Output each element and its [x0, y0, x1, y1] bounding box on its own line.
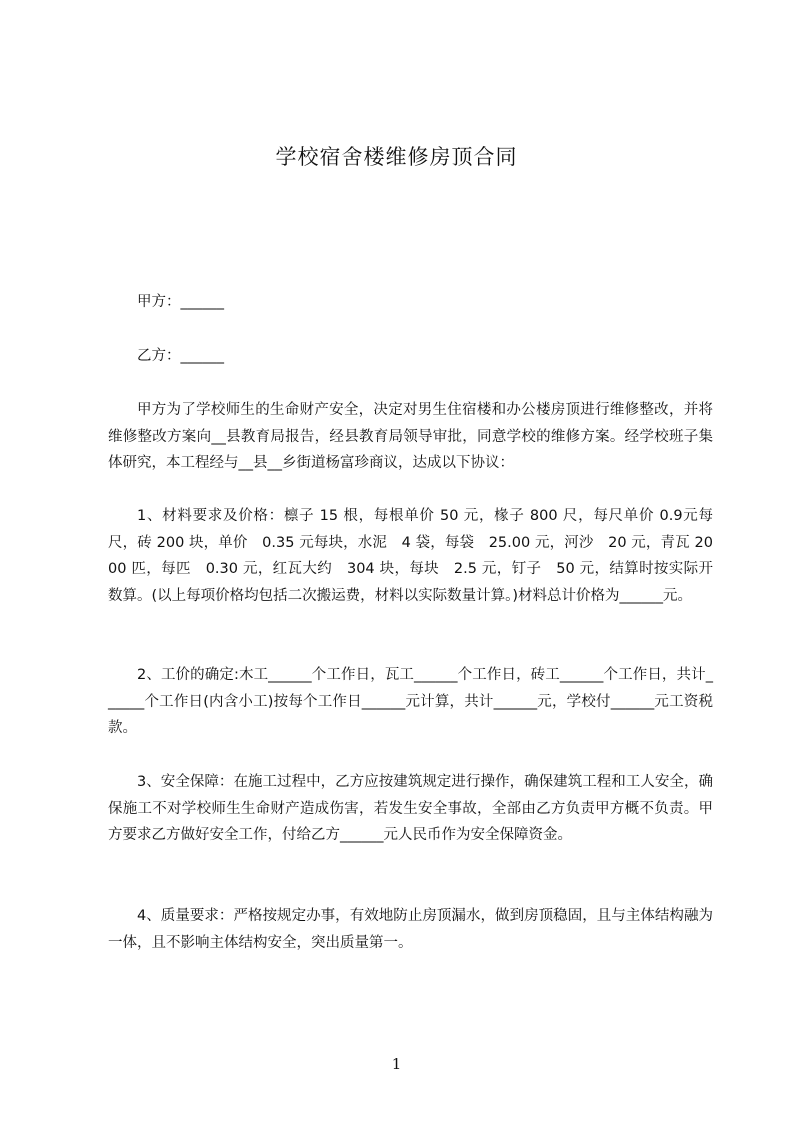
party-a-line: 甲方：______	[137, 294, 224, 310]
intro-paragraph: 甲方为了学校师生的生命财产安全，决定对男生住宿楼和办公楼房顶进行维修整改，并将维修整改方案向__县教育局报告，经县教育局领导审批，同意学校的维修方案。经学校班子集体研究，本工程经与__县__乡街道杨富珍商议，达成以下协议：	[108, 402, 713, 471]
clause-materials: 1、材料要求及价格：檩子 15 根，每根单价 50 元，椽子 800 尺，每尺单价 0.9元每尺，砖 200 块，单价 0.35 元每块，水泥 4 袋，每袋 25.00 元，河沙 20 元，青瓦 2000 匹，每匹 0.30 元，红瓦大约 304 块，每块 2.5 元，钉子 50 元，结算时按实际开数算。(以上每项价格均包括二次搬运费，材料以实际数量计算。)材料总计价格为______元。	[108, 508, 713, 604]
party-b-line: 乙方：______	[137, 348, 224, 364]
clause-labor-cost: 2、工价的确定:木工______个工作日，瓦工______个工作日，砖工______个工作日，共计______个工作日(内含小工)按每个工作日______元计算，共计______元，学校付______元工资税款。	[108, 667, 713, 736]
clause-quality: 4、质量要求：严格按规定办事，有效地防止房顶漏水，做到房顶稳固，且与主体结构融为一体，且不影响主体结构安全，突出质量第一。	[108, 908, 713, 951]
document-title: 学校宿舍楼维修房顶合同	[275, 145, 518, 169]
page-number: 1	[391, 1055, 402, 1073]
clause-safety: 3、安全保障：在施工过程中，乙方应按建筑规定进行操作，确保建筑工程和工人安全，确保施工不对学校师生生命财产造成伤害，若发生安全事故，全部由乙方负责甲方概不负责。甲方要求乙方做好安全工作，付给乙方______元人民币作为安全保障资金。	[108, 774, 713, 843]
